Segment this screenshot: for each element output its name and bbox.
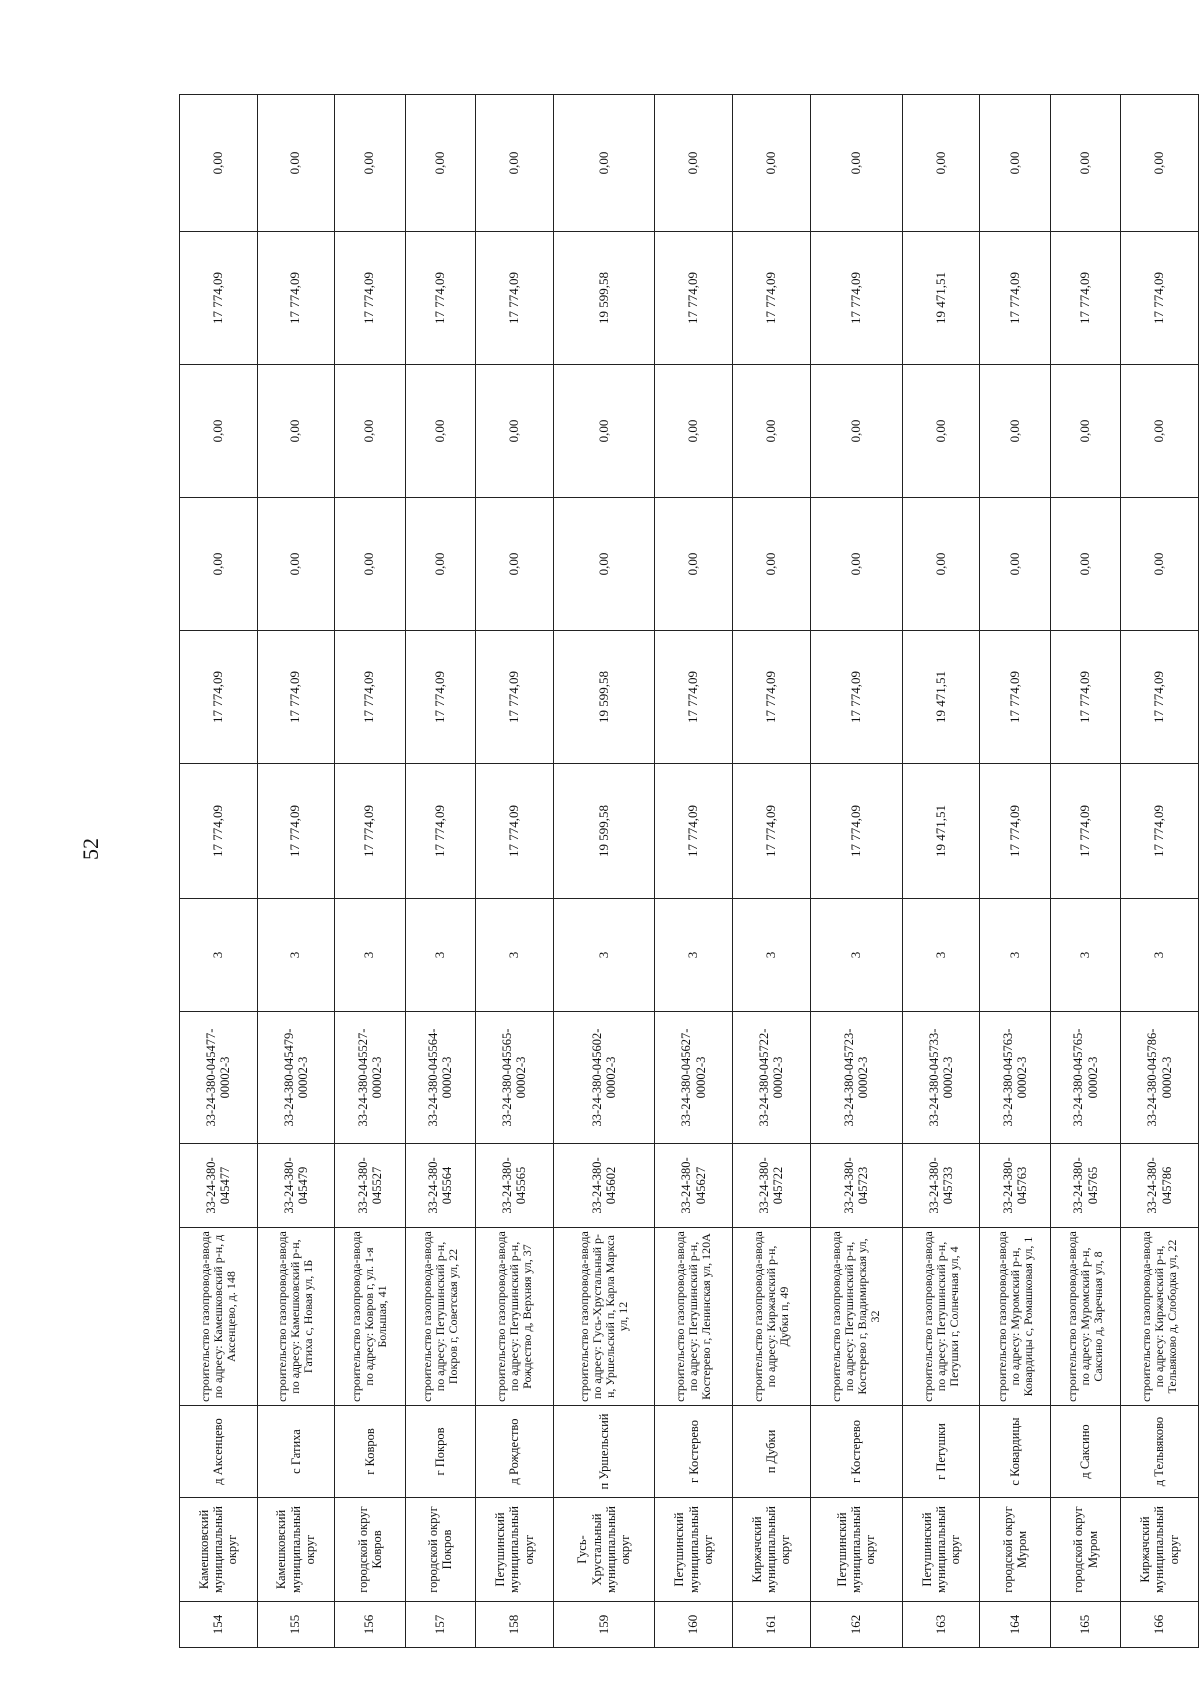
- object-code-cell: 33-24-380-045765-00002-3: [1050, 1012, 1120, 1144]
- row-number-cell: 165: [1050, 1602, 1120, 1648]
- cadastral-number-cell: 33-24-380-045477: [180, 1144, 258, 1228]
- work-description-cell: строительство газопровода-ввода по адресу: Муромский р-н, Ковардицы с, Ромашковая ул, 1: [980, 1228, 1050, 1406]
- table-row: [476, 95, 554, 1648]
- district-cell: городской округ Ковров: [335, 1498, 405, 1602]
- cost-column-5-cell: 0,00: [553, 95, 655, 232]
- quantity-cell: 3: [733, 899, 811, 1012]
- object-code-cell: 33-24-380-045479-00002-3: [257, 1012, 335, 1144]
- settlement-cell: г Костерево: [655, 1406, 733, 1498]
- settlement-cell: с Ковардицы: [980, 1406, 1050, 1498]
- cost-column-3-cell: 0,00: [980, 365, 1050, 498]
- gas-pipeline-table: [179, 94, 1199, 1648]
- settlement-cell: г Петушки: [902, 1406, 980, 1498]
- cost-column-2-cell: 0,00: [553, 498, 655, 631]
- row-number-cell: 154: [180, 1602, 258, 1648]
- object-code-cell: 33-24-380-045723-00002-3: [810, 1012, 902, 1144]
- cost-column-5-cell: 0,00: [980, 95, 1050, 232]
- district-cell: Камешковский муниципальный округ: [180, 1498, 258, 1602]
- cadastral-number-cell: 33-24-380-045527: [335, 1144, 405, 1228]
- cost-column-1-cell: 17 774,09: [405, 631, 475, 764]
- table-row: [902, 95, 980, 1648]
- work-description-cell: строительство газопровода-ввода по адресу: Камешковский р-н, Гатиха с, Новая ул, 1Б: [257, 1228, 335, 1406]
- total-cost-cell: 17 774,09: [1121, 764, 1199, 899]
- cost-column-2-cell: 0,00: [1121, 498, 1199, 631]
- object-code-cell: 33-24-380-045564-00002-3: [405, 1012, 475, 1144]
- district-cell: Петушинский муниципальный округ: [476, 1498, 554, 1602]
- row-number-cell: 160: [655, 1602, 733, 1648]
- cost-column-3-cell: 0,00: [335, 365, 405, 498]
- cadastral-number-cell: 33-24-380-045786: [1121, 1144, 1199, 1228]
- cost-column-4-cell: 19 471,51: [902, 232, 980, 365]
- cost-column-1-cell: 17 774,09: [180, 631, 258, 764]
- settlement-cell: г Костерево: [810, 1406, 902, 1498]
- cost-column-3-cell: 0,00: [733, 365, 811, 498]
- table-row: [257, 95, 335, 1648]
- cadastral-number-cell: 33-24-380-045722: [733, 1144, 811, 1228]
- table-row: [1050, 95, 1120, 1648]
- district-cell: Петушинский муниципальный округ: [810, 1498, 902, 1602]
- work-description-cell: строительство газопровода-ввода по адресу: Петушинский р-н, Костерево г, Ленинская ул, 120А: [655, 1228, 733, 1406]
- work-description-cell: строительство газопровода-ввода по адресу: Гусь-Хрустальный р-н, Уршельский п, Карла Маркса ул, 12: [553, 1228, 655, 1406]
- object-code-cell: 33-24-380-045477-00002-3: [180, 1012, 258, 1144]
- cost-column-4-cell: 17 774,09: [180, 232, 258, 365]
- total-cost-cell: 17 774,09: [476, 764, 554, 899]
- cost-column-3-cell: 0,00: [1121, 365, 1199, 498]
- cost-column-5-cell: 0,00: [335, 95, 405, 232]
- total-cost-cell: 17 774,09: [810, 764, 902, 899]
- quantity-cell: 3: [257, 899, 335, 1012]
- quantity-cell: 3: [553, 899, 655, 1012]
- cost-column-4-cell: 17 774,09: [733, 232, 811, 365]
- quantity-cell: 3: [476, 899, 554, 1012]
- total-cost-cell: 17 774,09: [257, 764, 335, 899]
- table-body: [180, 95, 1199, 1648]
- cadastral-number-cell: 33-24-380-045565: [476, 1144, 554, 1228]
- cost-column-5-cell: 0,00: [655, 95, 733, 232]
- settlement-cell: г Ковров: [335, 1406, 405, 1498]
- quantity-cell: 3: [180, 899, 258, 1012]
- table-row: [733, 95, 811, 1648]
- cost-column-5-cell: 0,00: [1121, 95, 1199, 232]
- cost-column-2-cell: 0,00: [902, 498, 980, 631]
- district-cell: Гусь-Хрустальный муниципальный округ: [553, 1498, 655, 1602]
- quantity-cell: 3: [335, 899, 405, 1012]
- cost-column-3-cell: 0,00: [810, 365, 902, 498]
- district-cell: городской округ Муром: [980, 1498, 1050, 1602]
- table-row: [405, 95, 475, 1648]
- cost-column-4-cell: 17 774,09: [1050, 232, 1120, 365]
- settlement-cell: д Тельвяково: [1121, 1406, 1199, 1498]
- cost-column-4-cell: 17 774,09: [405, 232, 475, 365]
- object-code-cell: 33-24-380-045722-00002-3: [733, 1012, 811, 1144]
- quantity-cell: 3: [810, 899, 902, 1012]
- settlement-cell: с Гатиха: [257, 1406, 335, 1498]
- cost-column-1-cell: 17 774,09: [655, 631, 733, 764]
- cadastral-number-cell: 33-24-380-045564: [405, 1144, 475, 1228]
- cost-column-3-cell: 0,00: [902, 365, 980, 498]
- district-cell: городской округ Покров: [405, 1498, 475, 1602]
- rotated-table-container: [179, 95, 1199, 1648]
- work-description-cell: строительство газопровода-ввода по адресу: Петушинский р-н, Костерево г, Владимирская ул, 32: [810, 1228, 902, 1406]
- cost-column-3-cell: 0,00: [405, 365, 475, 498]
- work-description-cell: строительство газопровода-ввода по адресу: Муромский р-н, Саксино д, Заречная ул, 8: [1050, 1228, 1120, 1406]
- quantity-cell: 3: [655, 899, 733, 1012]
- row-number-cell: 162: [810, 1602, 902, 1648]
- district-cell: Киржачский муниципальный округ: [1121, 1498, 1199, 1602]
- quantity-cell: 3: [902, 899, 980, 1012]
- cost-column-5-cell: 0,00: [902, 95, 980, 232]
- cost-column-5-cell: 0,00: [733, 95, 811, 232]
- row-number-cell: 161: [733, 1602, 811, 1648]
- cost-column-5-cell: 0,00: [810, 95, 902, 232]
- table-row: [810, 95, 902, 1648]
- cost-column-5-cell: 0,00: [180, 95, 258, 232]
- row-number-cell: 158: [476, 1602, 554, 1648]
- work-description-cell: строительство газопровода-ввода по адресу: Камешковский р-н, д Аксенцево, д. 148: [180, 1228, 258, 1406]
- row-number-cell: 155: [257, 1602, 335, 1648]
- cost-column-3-cell: 0,00: [180, 365, 258, 498]
- table-row: [1121, 95, 1199, 1648]
- cost-column-4-cell: 17 774,09: [257, 232, 335, 365]
- cost-column-2-cell: 0,00: [733, 498, 811, 631]
- cost-column-5-cell: 0,00: [405, 95, 475, 232]
- total-cost-cell: 17 774,09: [655, 764, 733, 899]
- work-description-cell: строительство газопровода-ввода по адресу: Ковров г, ул. 1-я Большая, 41: [335, 1228, 405, 1406]
- cost-column-4-cell: 17 774,09: [1121, 232, 1199, 365]
- cost-column-2-cell: 0,00: [476, 498, 554, 631]
- settlement-cell: п Дубки: [733, 1406, 811, 1498]
- cost-column-5-cell: 0,00: [1050, 95, 1120, 232]
- cost-column-1-cell: 17 774,09: [335, 631, 405, 764]
- district-cell: Камешковский муниципальный округ: [257, 1498, 335, 1602]
- settlement-cell: д Рождество: [476, 1406, 554, 1498]
- table-row: [553, 95, 655, 1648]
- cost-column-1-cell: 19 599,58: [553, 631, 655, 764]
- cost-column-4-cell: 17 774,09: [810, 232, 902, 365]
- cost-column-1-cell: 17 774,09: [257, 631, 335, 764]
- table-row: [335, 95, 405, 1648]
- work-description-cell: строительство газопровода-ввода по адресу: Петушинский р-н, Покров г, Советская ул, 22: [405, 1228, 475, 1406]
- cost-column-2-cell: 0,00: [257, 498, 335, 631]
- row-number-cell: 166: [1121, 1602, 1199, 1648]
- cost-column-3-cell: 0,00: [655, 365, 733, 498]
- total-cost-cell: 17 774,09: [733, 764, 811, 899]
- cost-column-2-cell: 0,00: [655, 498, 733, 631]
- row-number-cell: 157: [405, 1602, 475, 1648]
- cadastral-number-cell: 33-24-380-045765: [1050, 1144, 1120, 1228]
- cost-column-1-cell: 17 774,09: [1121, 631, 1199, 764]
- cost-column-1-cell: 17 774,09: [476, 631, 554, 764]
- district-cell: городской округ Муром: [1050, 1498, 1120, 1602]
- total-cost-cell: 17 774,09: [180, 764, 258, 899]
- row-number-cell: 159: [553, 1602, 655, 1648]
- cost-column-1-cell: 17 774,09: [810, 631, 902, 764]
- settlement-cell: д Аксенцево: [180, 1406, 258, 1498]
- work-description-cell: строительство газопровода-ввода по адресу: Петушинский р-н, Петушки г, Солнечная ул, 4: [902, 1228, 980, 1406]
- cost-column-4-cell: 17 774,09: [335, 232, 405, 365]
- work-description-cell: строительство газопровода-ввода по адресу: Киржачский р-н, Дубки п, 49: [733, 1228, 811, 1406]
- settlement-cell: п Уршельский: [553, 1406, 655, 1498]
- object-code-cell: 33-24-380-045733-00002-3: [902, 1012, 980, 1144]
- total-cost-cell: 19 599,58: [553, 764, 655, 899]
- page-number: 52: [78, 838, 103, 860]
- cadastral-number-cell: 33-24-380-045723: [810, 1144, 902, 1228]
- cadastral-number-cell: 33-24-380-045763: [980, 1144, 1050, 1228]
- table-row: [655, 95, 733, 1648]
- object-code-cell: 33-24-380-045565-00002-3: [476, 1012, 554, 1144]
- quantity-cell: 3: [1121, 899, 1199, 1012]
- cost-column-4-cell: 17 774,09: [980, 232, 1050, 365]
- cost-column-1-cell: 19 471,51: [902, 631, 980, 764]
- cost-column-5-cell: 0,00: [476, 95, 554, 232]
- row-number-cell: 164: [980, 1602, 1050, 1648]
- district-cell: Киржачский муниципальный округ: [733, 1498, 811, 1602]
- quantity-cell: 3: [1050, 899, 1120, 1012]
- cost-column-4-cell: 19 599,58: [553, 232, 655, 365]
- object-code-cell: 33-24-380-045763-00002-3: [980, 1012, 1050, 1144]
- cost-column-3-cell: 0,00: [476, 365, 554, 498]
- work-description-cell: строительство газопровода-ввода по адресу: Киржачский р-н, Тельвяково д, Слободка ул, 22: [1121, 1228, 1199, 1406]
- object-code-cell: 33-24-380-045786-00002-3: [1121, 1012, 1199, 1144]
- cost-column-1-cell: 17 774,09: [1050, 631, 1120, 764]
- row-number-cell: 163: [902, 1602, 980, 1648]
- cost-column-2-cell: 0,00: [810, 498, 902, 631]
- cost-column-3-cell: 0,00: [1050, 365, 1120, 498]
- total-cost-cell: 17 774,09: [405, 764, 475, 899]
- cost-column-5-cell: 0,00: [257, 95, 335, 232]
- total-cost-cell: 17 774,09: [1050, 764, 1120, 899]
- total-cost-cell: 19 471,51: [902, 764, 980, 899]
- settlement-cell: д Саксино: [1050, 1406, 1120, 1498]
- cost-column-4-cell: 17 774,09: [476, 232, 554, 365]
- quantity-cell: 3: [405, 899, 475, 1012]
- object-code-cell: 33-24-380-045527-00002-3: [335, 1012, 405, 1144]
- table-row: [980, 95, 1050, 1648]
- settlement-cell: г Покров: [405, 1406, 475, 1498]
- cost-column-3-cell: 0,00: [553, 365, 655, 498]
- district-cell: Петушинский муниципальный округ: [902, 1498, 980, 1602]
- work-description-cell: строительство газопровода-ввода по адресу: Петушинский р-н, Рождество д, Верхняя ул, 37: [476, 1228, 554, 1406]
- cost-column-1-cell: 17 774,09: [733, 631, 811, 764]
- cost-column-2-cell: 0,00: [1050, 498, 1120, 631]
- object-code-cell: 33-24-380-045627-00002-3: [655, 1012, 733, 1144]
- table-row: [180, 95, 258, 1648]
- cost-column-2-cell: 0,00: [405, 498, 475, 631]
- cost-column-2-cell: 0,00: [980, 498, 1050, 631]
- quantity-cell: 3: [980, 899, 1050, 1012]
- row-number-cell: 156: [335, 1602, 405, 1648]
- object-code-cell: 33-24-380-045602-00002-3: [553, 1012, 655, 1144]
- total-cost-cell: 17 774,09: [980, 764, 1050, 899]
- cost-column-1-cell: 17 774,09: [980, 631, 1050, 764]
- cost-column-2-cell: 0,00: [335, 498, 405, 631]
- cadastral-number-cell: 33-24-380-045602: [553, 1144, 655, 1228]
- cadastral-number-cell: 33-24-380-045627: [655, 1144, 733, 1228]
- cadastral-number-cell: 33-24-380-045733: [902, 1144, 980, 1228]
- total-cost-cell: 17 774,09: [335, 764, 405, 899]
- district-cell: Петушинский муниципальный округ: [655, 1498, 733, 1602]
- cost-column-3-cell: 0,00: [257, 365, 335, 498]
- cost-column-4-cell: 17 774,09: [655, 232, 733, 365]
- cadastral-number-cell: 33-24-380-045479: [257, 1144, 335, 1228]
- cost-column-2-cell: 0,00: [180, 498, 258, 631]
